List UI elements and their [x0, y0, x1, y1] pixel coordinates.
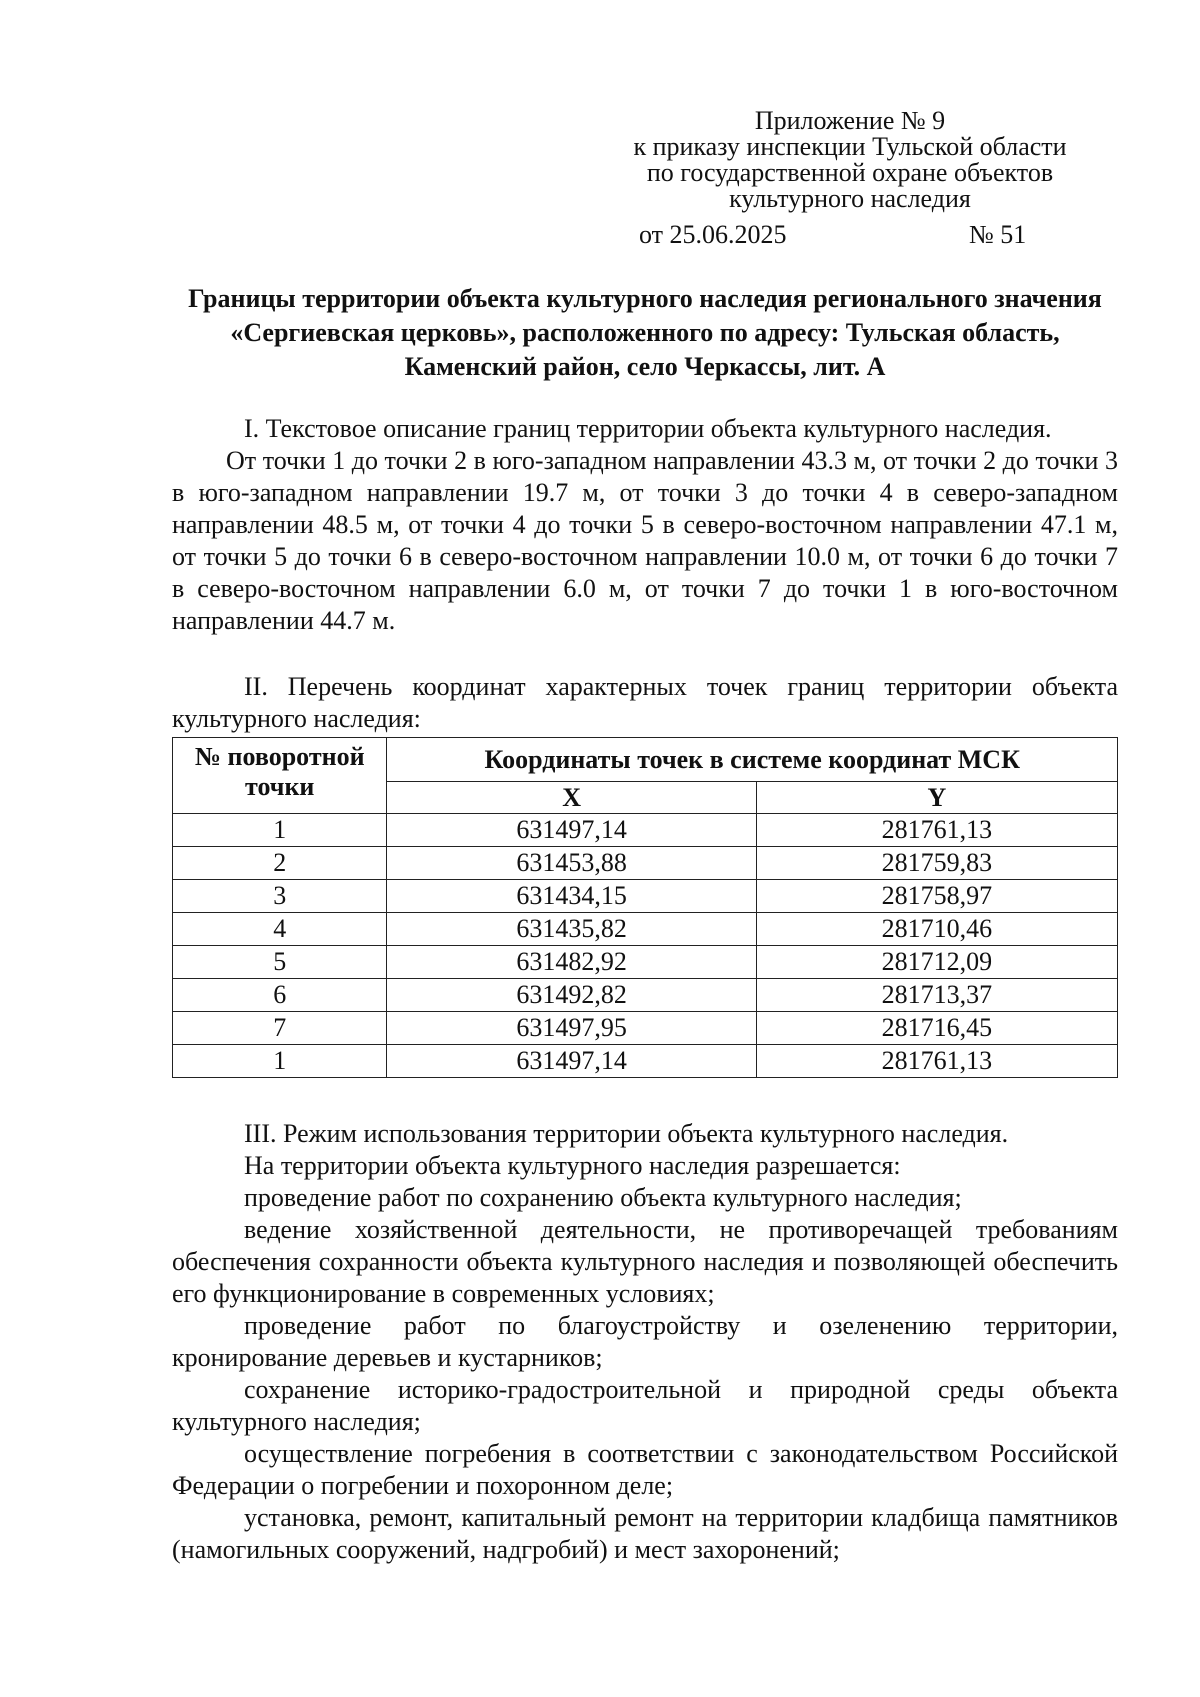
coord-x: 631492,82: [387, 979, 756, 1012]
point-number: 1: [173, 1045, 387, 1078]
table-row: [173, 880, 1118, 913]
table-row: [173, 1045, 1118, 1078]
point-number: 7: [173, 1012, 387, 1045]
coord-x: 631482,92: [387, 946, 756, 979]
column-header-coords: Координаты точек в системе координат МСК: [387, 738, 1118, 782]
permission-item: проведение работ по сохранению объекта культурного наследия;: [244, 1183, 962, 1212]
column-header-y: Y: [756, 782, 1117, 814]
coord-x: 631497,14: [387, 814, 756, 847]
point-number: 2: [173, 847, 387, 880]
table-row: [173, 1012, 1118, 1045]
order-number: № 51: [969, 220, 1027, 249]
coord-y: 281761,13: [756, 814, 1117, 847]
coord-x: 631497,95: [387, 1012, 756, 1045]
section-3-intro: На территории объекта культурного наследия разрешается:: [244, 1151, 901, 1180]
appendix-line: Приложение № 9: [754, 106, 946, 135]
appendix-line: культурного наследия: [729, 184, 971, 213]
coord-y: 281759,83: [756, 847, 1117, 880]
section-1: [172, 413, 1118, 637]
coord-y: 281761,13: [756, 1045, 1117, 1078]
order-date: от 25.06.2025: [639, 220, 787, 249]
permission-item: проведение работ по благоустройству и озеленению территории, кронирование деревьев и кустарников;: [172, 1311, 1118, 1372]
point-number: 4: [173, 913, 387, 946]
point-number: 6: [173, 979, 387, 1012]
permission-item: осуществление погребения в соответствии с законодательством Российской Федерации о погребении и похоронном деле;: [172, 1439, 1118, 1500]
table-row: [173, 979, 1118, 1012]
point-number: 1: [173, 814, 387, 847]
coord-x: 631453,88: [387, 847, 756, 880]
appendix-line: по государственной охране объектов: [646, 158, 1054, 187]
coord-y: 281713,37: [756, 979, 1117, 1012]
section-3: [172, 1118, 1118, 1566]
section-1-heading: I. Текстовое описание границ территории объекта культурного наследия.: [244, 414, 1052, 443]
section-2: [172, 671, 1118, 735]
column-header-point: № поворотной точки: [173, 738, 387, 814]
table-row: [173, 814, 1118, 847]
appendix-header: [600, 108, 1100, 212]
coord-y: 281712,09: [756, 946, 1117, 979]
table-row: [173, 847, 1118, 880]
coord-y: 281710,46: [756, 913, 1117, 946]
coord-y: 281758,97: [756, 880, 1117, 913]
point-number: 3: [173, 880, 387, 913]
table-row: [173, 913, 1118, 946]
point-number: 5: [173, 946, 387, 979]
coord-y: 281716,45: [756, 1012, 1117, 1045]
section-3-heading: III. Режим использования территории объекта культурного наследия.: [244, 1119, 1009, 1148]
permission-item: сохранение историко-градостроительной и природной среды объекта культурного наследия;: [172, 1375, 1118, 1436]
coordinates-table: [172, 737, 1118, 1078]
coord-x: 631435,82: [387, 913, 756, 946]
section-1-text: От точки 1 до точки 2 в юго-западном направлении 43.3 м, от точки 2 до точки 3 в юго-западном направлении 19.7 м, от точки 3 до точки 4 в северо-западном направлении 48.5 м, от точки 4 до точки 5 в северо-восточном направлении 47.1 м, от точки 5 до точки 6 в северо-восточном направлении 10.0 м, от точки 6 до точки 7 в северо-восточном направлении 6.0 м, от точки 7 до точки 1 в юго-восточном направлении 44.7 м.: [172, 446, 1118, 635]
order-dateline: [639, 220, 1039, 250]
appendix-line: к приказу инспекции Тульской области: [633, 132, 1067, 161]
column-header-x: X: [387, 782, 756, 814]
coord-x: 631434,15: [387, 880, 756, 913]
section-2-heading: II. Перечень координат характерных точек границ территории объекта культурного наследия:: [172, 672, 1118, 733]
permission-item: ведение хозяйственной деятельности, не противоречащей требованиям обеспечения сохранности объекта культурного наследия и позволяющей обеспечить его функционирование в современных условиях;: [172, 1215, 1118, 1308]
document-title: Границы территории объекта культурного наследия регионального значения «Сергиевская церковь», расположенного по адресу: Тульская область, Каменский район, село Черкассы, лит. А: [188, 284, 1102, 381]
coord-x: 631497,14: [387, 1045, 756, 1078]
permission-item: установка, ремонт, капитальный ремонт на территории кладбища памятников (намогильных сооружений, надгробий) и мест захоронений;: [172, 1503, 1118, 1564]
table-row: [173, 946, 1118, 979]
